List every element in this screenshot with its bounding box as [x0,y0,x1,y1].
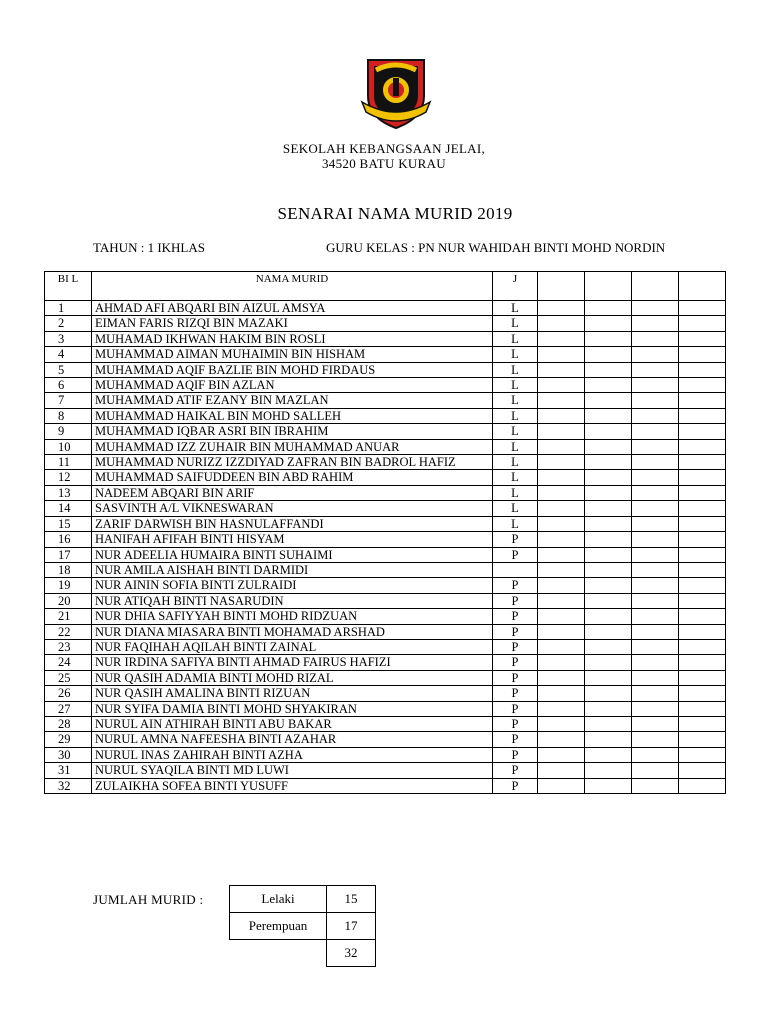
table-row [45,778,726,793]
row-blank-cell [679,732,726,747]
row-blank-cell [538,316,585,331]
row-blank-cell [679,501,726,516]
row-blank-cell [632,562,679,577]
row-nama: ZARIF DARWISH BIN HASNULAFFANDI [92,516,493,531]
table-row [45,578,726,593]
header-blank [632,272,679,301]
row-blank-cell [679,716,726,731]
row-jantina: L [493,408,538,423]
row-bil: 1 [45,301,92,316]
row-jantina: L [493,378,538,393]
school-name: SEKOLAH KEBANGSAAN JELAI, [282,141,486,156]
row-nama: NUR DIANA MIASARA BINTI MOHAMAD ARSHAD [92,624,493,639]
row-blank-cell [538,347,585,362]
row-blank-cell [538,609,585,624]
row-blank-cell [538,362,585,377]
row-nama: MUHAMMAD AQIF BAZLIE BIN MOHD FIRDAUS [92,362,493,377]
row-blank-cell [585,393,632,408]
row-jantina [493,562,538,577]
table-row [45,763,726,778]
row-bil: 22 [45,624,92,639]
row-blank-cell [632,301,679,316]
row-nama: NURUL SYAQILA BINTI MD LUWI [92,763,493,778]
row-bil: 4 [45,347,92,362]
lelaki-count: 15 [327,886,376,913]
table-row [45,501,726,516]
row-bil: 28 [45,716,92,731]
summary-row-lelaki [230,886,376,913]
row-blank-cell [679,686,726,701]
summary-row-perempuan [230,913,376,940]
row-blank-cell [538,670,585,685]
row-blank-cell [679,701,726,716]
row-blank-cell [632,408,679,423]
row-bil: 30 [45,747,92,762]
row-jantina: P [493,763,538,778]
table-row [45,362,726,377]
row-blank-cell [538,686,585,701]
row-blank-cell [679,439,726,454]
row-jantina: P [493,639,538,654]
row-blank-cell [538,501,585,516]
header-blank [679,272,726,301]
row-jantina: L [493,362,538,377]
row-nama: MUHAMMAD IQBAR ASRI BIN IBRAHIM [92,424,493,439]
table-row [45,747,726,762]
row-bil: 23 [45,639,92,654]
row-nama: NADEEM ABQARI BIN ARIF [92,485,493,500]
row-blank-cell [679,578,726,593]
row-bil: 3 [45,331,92,346]
row-blank-cell [585,639,632,654]
row-blank-cell [585,316,632,331]
row-bil: 8 [45,408,92,423]
row-jantina: L [493,501,538,516]
row-nama: MUHAMMAD ATIF EZANY BIN MAZLAN [92,393,493,408]
row-bil: 20 [45,593,92,608]
row-blank-cell [585,547,632,562]
row-nama: NUR AMILA AISHAH BINTI DARMIDI [92,562,493,577]
row-blank-cell [538,593,585,608]
row-blank-cell [632,485,679,500]
row-blank-cell [632,532,679,547]
row-blank-cell [538,701,585,716]
row-blank-cell [585,470,632,485]
row-nama: MUHAMAD IKHWAN HAKIM BIN ROSLI [92,331,493,346]
row-blank-cell [538,624,585,639]
row-blank-cell [632,732,679,747]
row-blank-cell [585,362,632,377]
row-blank-cell [679,424,726,439]
row-blank-cell [679,747,726,762]
row-blank-cell [679,624,726,639]
table-row [45,378,726,393]
row-jantina: L [493,301,538,316]
row-jantina: L [493,424,538,439]
row-blank-cell [679,655,726,670]
row-nama: NURUL AMNA NAFEESHA BINTI AZAHAR [92,732,493,747]
row-blank-cell [632,609,679,624]
row-bil: 32 [45,778,92,793]
row-blank-cell [585,578,632,593]
table-row [45,424,726,439]
row-jantina: P [493,747,538,762]
row-blank-cell [679,670,726,685]
row-blank-cell [585,439,632,454]
row-blank-cell [632,362,679,377]
row-blank-cell [538,639,585,654]
row-nama: NUR QASIH ADAMIA BINTI MOHD RIZAL [92,670,493,685]
row-blank-cell [538,439,585,454]
row-blank-cell [632,516,679,531]
row-nama: NURUL AIN ATHIRAH BINTI ABU BAKAR [92,716,493,731]
row-blank-cell [632,470,679,485]
table-header-row [45,272,726,301]
row-nama: NUR IRDINA SAFIYA BINTI AHMAD FAIRUS HAFIZI [92,655,493,670]
row-blank-cell [585,593,632,608]
row-blank-cell [679,609,726,624]
row-blank-cell [585,655,632,670]
table-row [45,655,726,670]
row-blank-cell [632,316,679,331]
row-jantina: P [493,593,538,608]
row-blank-cell [538,301,585,316]
row-blank-cell [632,716,679,731]
row-nama: NURUL INAS ZAHIRAH BINTI AZHA [92,747,493,762]
table-row [45,331,726,346]
row-blank-cell [679,378,726,393]
row-blank-cell [585,501,632,516]
row-blank-cell [585,609,632,624]
row-blank-cell [679,362,726,377]
row-blank-cell [679,516,726,531]
school-address: 34520 BATU KURAU [322,156,446,171]
row-jantina: L [493,485,538,500]
row-nama: HANIFAH AFIFAH BINTI HISYAM [92,532,493,547]
row-blank-cell [538,778,585,793]
row-nama: SASVINTH A/L VIKNESWARAN [92,501,493,516]
row-blank-cell [538,747,585,762]
row-blank-cell [632,547,679,562]
student-table [44,271,726,794]
table-row [45,701,726,716]
row-jantina: L [493,347,538,362]
row-blank-cell [538,470,585,485]
row-bil: 24 [45,655,92,670]
row-blank-cell [538,562,585,577]
table-row [45,455,726,470]
header-jantina: J [493,272,538,301]
row-blank-cell [679,639,726,654]
row-blank-cell [632,624,679,639]
row-bil: 2 [45,316,92,331]
teacher-label: GURU KELAS : PN NUR WAHIDAH BINTI MOHD NORDIN [326,240,666,255]
row-blank-cell [585,408,632,423]
row-blank-cell [632,701,679,716]
row-blank-cell [632,655,679,670]
row-bil: 26 [45,686,92,701]
table-row [45,439,726,454]
row-nama: MUHAMMAD HAIKAL BIN MOHD SALLEH [92,408,493,423]
row-blank-cell [585,670,632,685]
row-blank-cell [585,378,632,393]
row-blank-cell [538,547,585,562]
row-blank-cell [538,393,585,408]
row-jantina: L [493,455,538,470]
row-blank-cell [632,763,679,778]
row-blank-cell [585,516,632,531]
row-blank-cell [585,301,632,316]
row-blank-cell [632,501,679,516]
row-blank-cell [585,778,632,793]
row-blank-cell [585,485,632,500]
row-blank-cell [679,393,726,408]
row-blank-cell [585,686,632,701]
row-nama: MUHAMMAD AIMAN MUHAIMIN BIN HISHAM [92,347,493,362]
row-blank-cell [538,424,585,439]
row-blank-cell [585,763,632,778]
row-blank-cell [538,331,585,346]
row-bil: 31 [45,763,92,778]
row-blank-cell [585,747,632,762]
row-jantina: L [493,331,538,346]
row-jantina: L [493,393,538,408]
row-blank-cell [632,639,679,654]
table-row [45,347,726,362]
row-jantina: P [493,624,538,639]
summary-label: JUMLAH MURID : [93,892,204,907]
row-blank-cell [679,532,726,547]
row-jantina: P [493,609,538,624]
row-blank-cell [585,331,632,346]
table-row [45,301,726,316]
page-title: SENARAI NAMA MURID 2019 [277,204,513,223]
row-blank-cell [632,578,679,593]
row-blank-cell [585,532,632,547]
row-jantina: L [493,439,538,454]
row-blank-cell [538,378,585,393]
row-blank-cell [585,716,632,731]
row-blank-cell [679,562,726,577]
row-blank-cell [679,331,726,346]
summary-table [229,885,376,967]
row-bil: 27 [45,701,92,716]
row-blank-cell [538,732,585,747]
row-bil: 9 [45,424,92,439]
table-row [45,670,726,685]
row-jantina: P [493,532,538,547]
row-bil: 7 [45,393,92,408]
table-row [45,408,726,423]
table-row [45,393,726,408]
row-blank-cell [632,347,679,362]
row-bil: 25 [45,670,92,685]
row-nama: MUHAMMAD SAIFUDDEEN BIN ABD RAHIM [92,470,493,485]
row-nama: ZULAIKHA SOFEA BINTI YUSUFF [92,778,493,793]
row-blank-cell [632,747,679,762]
row-blank-cell [538,716,585,731]
row-blank-cell [538,408,585,423]
row-bil: 5 [45,362,92,377]
row-jantina: L [493,316,538,331]
row-blank-cell [585,347,632,362]
row-blank-cell [632,455,679,470]
row-blank-cell [632,439,679,454]
row-nama: NUR FAQIHAH AQILAH BINTI ZAINAL [92,639,493,654]
row-blank-cell [679,408,726,423]
row-jantina: P [493,716,538,731]
row-blank-cell [632,686,679,701]
row-blank-cell [585,424,632,439]
row-blank-cell [632,593,679,608]
row-blank-cell [679,455,726,470]
row-blank-cell [538,516,585,531]
table-row [45,485,726,500]
table-row [45,609,726,624]
row-nama: MUHAMMAD NURIZZ IZZDIYAD ZAFRAN BIN BADROL HAFIZ [92,455,493,470]
row-nama: NUR DHIA SAFIYYAH BINTI MOHD RIDZUAN [92,609,493,624]
row-nama: NUR ADEELIA HUMAIRA BINTI SUHAIMI [92,547,493,562]
table-row [45,639,726,654]
row-blank-cell [632,393,679,408]
row-blank-cell [585,732,632,747]
table-row [45,686,726,701]
row-blank-cell [538,578,585,593]
row-blank-cell [538,655,585,670]
row-blank-cell [679,347,726,362]
table-row [45,716,726,731]
row-jantina: P [493,655,538,670]
row-blank-cell [679,316,726,331]
row-blank-cell [632,331,679,346]
row-blank-cell [585,701,632,716]
table-row [45,593,726,608]
row-jantina: L [493,516,538,531]
table-row [45,562,726,577]
row-jantina: P [493,732,538,747]
row-blank-cell [679,593,726,608]
row-blank-cell [538,532,585,547]
row-blank-cell [538,455,585,470]
row-bil: 21 [45,609,92,624]
row-nama: NUR QASIH AMALINA BINTI RIZUAN [92,686,493,701]
row-jantina: L [493,470,538,485]
row-blank-cell [632,670,679,685]
row-blank-cell [632,424,679,439]
row-blank-cell [585,624,632,639]
row-bil: 29 [45,732,92,747]
row-blank-cell [585,455,632,470]
row-blank-cell [632,378,679,393]
school-crest-logo [360,56,432,130]
row-bil: 10 [45,439,92,454]
row-bil: 17 [45,547,92,562]
perempuan-count: 17 [327,913,376,940]
row-bil: 19 [45,578,92,593]
row-nama: MUHAMMAD AQIF BIN AZLAN [92,378,493,393]
row-nama: MUHAMMAD IZZ ZUHAIR BIN MUHAMMAD ANUAR [92,439,493,454]
summary-row-total [230,940,376,967]
row-bil: 12 [45,470,92,485]
row-jantina: P [493,670,538,685]
row-blank-cell [585,562,632,577]
row-blank-cell [679,763,726,778]
row-blank-cell [679,778,726,793]
row-jantina: P [493,578,538,593]
row-jantina: P [493,778,538,793]
lelaki-label: Lelaki [230,886,327,913]
row-bil: 14 [45,501,92,516]
row-blank-cell [679,470,726,485]
row-bil: 6 [45,378,92,393]
header-nama: NAMA MURID [92,272,493,301]
table-row [45,316,726,331]
row-blank-cell [538,763,585,778]
row-bil: 15 [45,516,92,531]
class-label: TAHUN : 1 IKHLAS [93,240,205,255]
row-bil: 13 [45,485,92,500]
row-bil: 16 [45,532,92,547]
row-nama: NUR AININ SOFIA BINTI ZULRAIDI [92,578,493,593]
row-jantina: P [493,686,538,701]
table-row [45,547,726,562]
table-row [45,470,726,485]
perempuan-label: Perempuan [230,913,327,940]
header-bil: BI L [45,272,92,301]
row-nama: NUR SYIFA DAMIA BINTI MOHD SHYAKIRAN [92,701,493,716]
row-blank-cell [679,547,726,562]
row-blank-cell [679,301,726,316]
header-blank [585,272,632,301]
table-row [45,624,726,639]
row-nama: NUR ATIQAH BINTI NASARUDIN [92,593,493,608]
row-blank-cell [538,485,585,500]
header-blank [538,272,585,301]
row-bil: 11 [45,455,92,470]
row-blank-cell [632,778,679,793]
table-row [45,516,726,531]
table-row [45,732,726,747]
row-jantina: P [493,547,538,562]
row-jantina: P [493,701,538,716]
row-nama: EIMAN FARIS RIZQI BIN MAZAKI [92,316,493,331]
row-nama: AHMAD AFI ABQARI BIN AIZUL AMSYA [92,301,493,316]
row-blank-cell [679,485,726,500]
table-row [45,532,726,547]
row-bil: 18 [45,562,92,577]
total-count: 32 [327,940,376,967]
